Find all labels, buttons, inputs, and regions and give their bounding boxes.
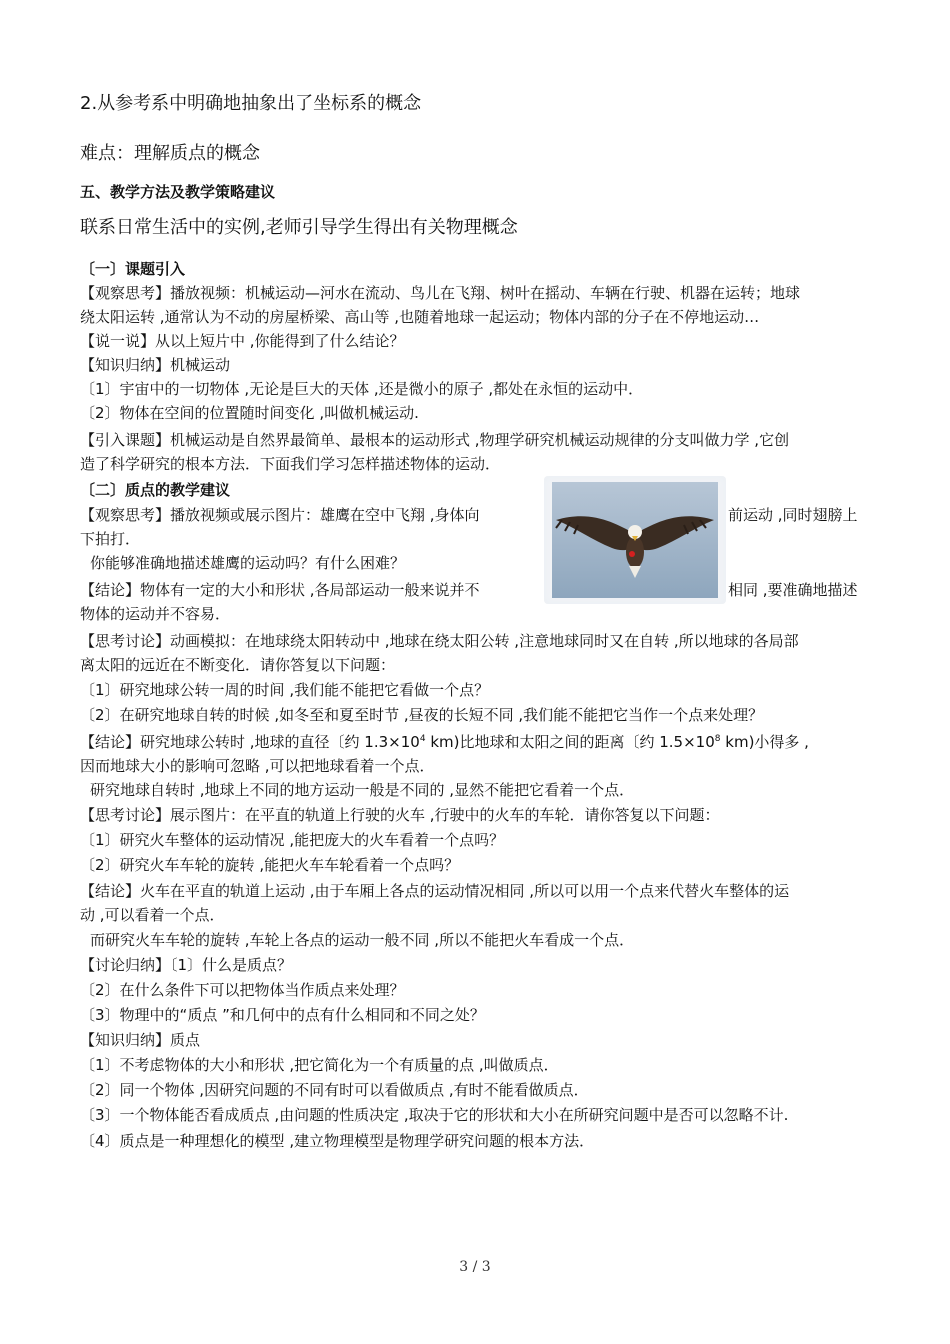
paragraph-line: 〔2〕在研究地球自转的时候 ,如冬至和夏至时节 ,昼夜的长短不同 ,我们能不能把它当作一个点来处理？	[80, 706, 764, 724]
paragraph-line: 〔3〕一个物体能否看成质点 ,由问题的性质决定 ,取决于它的形状和大小在所研究问题中是否可以忽略不计.	[80, 1106, 789, 1124]
exponent: 4	[419, 734, 426, 744]
section-heading-5: 五、教学方法及教学策略建议	[80, 183, 276, 201]
paragraph-line: 研究地球自转时 ,地球上不同的地方运动一般是不同的 ,显然不能把它看着一个点．	[90, 781, 635, 799]
paragraph-line: 离太阳的远近在不断变化．请你答复以下问题：	[80, 656, 396, 674]
paragraph-line: 〔4〕质点是一种理想化的模型 ,建立物理模型是物理学研究问题的根本方法．	[80, 1132, 595, 1150]
paragraph-line: 【观察思考】播放视频：机械运动—河水在流动、鸟儿在飞翔、树叶在摇动、车辆在行驶、机器在运转；地球	[80, 284, 801, 302]
paragraph-line: 〔2〕同一个物体 ,因研究问题的不同有时可以看做质点 ,有时不能看做质点．	[80, 1081, 589, 1099]
paragraph-line: 【思考讨论】展示图片：在平直的轨道上行驶的火车 ,行驶中的火车的车轮．请你答复以下问题：	[80, 806, 720, 824]
paragraph-line: 【结论】火车在平直的轨道上运动 ,由于车厢上各点的运动情况相同 ,所以可以用一个点来代替火车整体的运	[80, 882, 790, 900]
paragraph-line: 〔1〕宇宙中的一切物体 ,无论是巨大的天体 ,还是微小的原子 ,都处在永恒的运动中．	[80, 380, 644, 398]
subsection-heading-1: 〔一〕课题引入	[80, 260, 186, 278]
paragraph-line: 【知识归纳】质点	[80, 1031, 201, 1049]
paragraph-line: 【观察思考】播放视频或展示图片：雄鹰在空中飞翔 ,身体向	[80, 506, 480, 524]
paragraph-line-with-superscripts	[80, 730, 809, 754]
paragraph-line: 【思考讨论】动画模拟：在地球绕太阳转动中 ,地球在绕太阳公转 ,注意地球同时又在自转 ,所以地球的各局部	[80, 632, 799, 650]
paragraph-line: 【引入课题】机械运动是自然界最简单、最根本的运动形式 ,物理学研究机械运动规律的分支叫做力学 ,它创	[80, 431, 790, 449]
paragraph-line: 而研究火车车轮的旋转 ,车轮上各点的运动一般不同 ,所以不能把火车看成一个点．	[90, 931, 635, 949]
paragraph-line: 物体的运动并不容易．	[80, 605, 231, 623]
paragraph-line: 【说一说】从以上短片中 ,你能得到了什么结论？	[80, 332, 405, 350]
paragraph-line: 下拍打．	[80, 530, 141, 548]
method-line: 联系日常生活中的实例,老师引导学生得出有关物理概念	[80, 217, 518, 238]
paragraph-line-continued: 前运动 ,同时翅膀上	[728, 506, 858, 524]
page-number: 3 / 3	[459, 1259, 491, 1275]
paragraph-line: 〔2〕在什么条件下可以把物体当作质点来处理？	[80, 981, 405, 999]
paragraph-line: 动 ,可以看着一个点．	[80, 906, 225, 924]
eagle-icon	[552, 482, 718, 598]
paragraph-line: 绕太阳运转 ,通常认为不动的房屋桥梁、高山等 ,也随着地球一起运动；物体内部的分子在不停地运动…	[80, 308, 760, 326]
text-segment: 【结论】研究地球公转时 ,地球的直径〔约 1.3×10	[80, 733, 420, 751]
subsection-heading-2: 〔二〕质点的教学建议	[80, 481, 231, 499]
objective-line-2: 2.从参考系中明确地抽象出了坐标系的概念	[80, 93, 422, 114]
difficulty-line: 难点：理解质点的概念	[80, 143, 260, 164]
paragraph-line: 〔1〕研究地球公转一周的时间 ,我们能不能把它看做一个点？	[80, 681, 490, 699]
eagle-photo	[544, 476, 726, 604]
paragraph-line: 〔3〕物理中的“质点 ”和几何中的点有什么相同和不同之处？	[80, 1006, 485, 1024]
paragraph-line: 因而地球大小的影响可忽略 ,可以把地球看着一个点．	[80, 757, 435, 775]
text-segment: km)比地球和太阳之间的距离〔约 1.5×10	[425, 733, 715, 751]
paragraph-line: 〔2〕研究火车车轮的旋转 ,能把火车车轮看着一个点吗？	[80, 856, 460, 874]
paragraph-line: 〔1〕研究火车整体的运动情况 ,能把庞大的火车看着一个点吗？	[80, 831, 505, 849]
paragraph-line: 〔2〕物体在空间的位置随时间变化 ,叫做机械运动.	[80, 404, 419, 422]
paragraph-line: 【结论】物体有一定的大小和形状 ,各局部运动一般来说并不	[80, 581, 480, 599]
paragraph-line: 造了科学研究的根本方法．下面我们学习怎样描述物体的运动．	[80, 455, 501, 473]
text-segment: km)小得多 ,	[720, 733, 809, 751]
paragraph-line: 【讨论归纳】〔1〕什么是质点？	[80, 956, 293, 974]
paragraph-line: 〔1〕不考虑物体的大小和形状 ,把它简化为一个有质量的点 ,叫做质点．	[80, 1056, 559, 1074]
paragraph-line: 【知识归纳】机械运动	[80, 356, 231, 374]
exponent: 8	[714, 734, 721, 744]
paragraph-line-continued: 相同 ,要准确地描述	[728, 581, 858, 599]
paragraph-line: 你能够准确地描述雄鹰的运动吗？有什么困难？	[90, 554, 406, 572]
